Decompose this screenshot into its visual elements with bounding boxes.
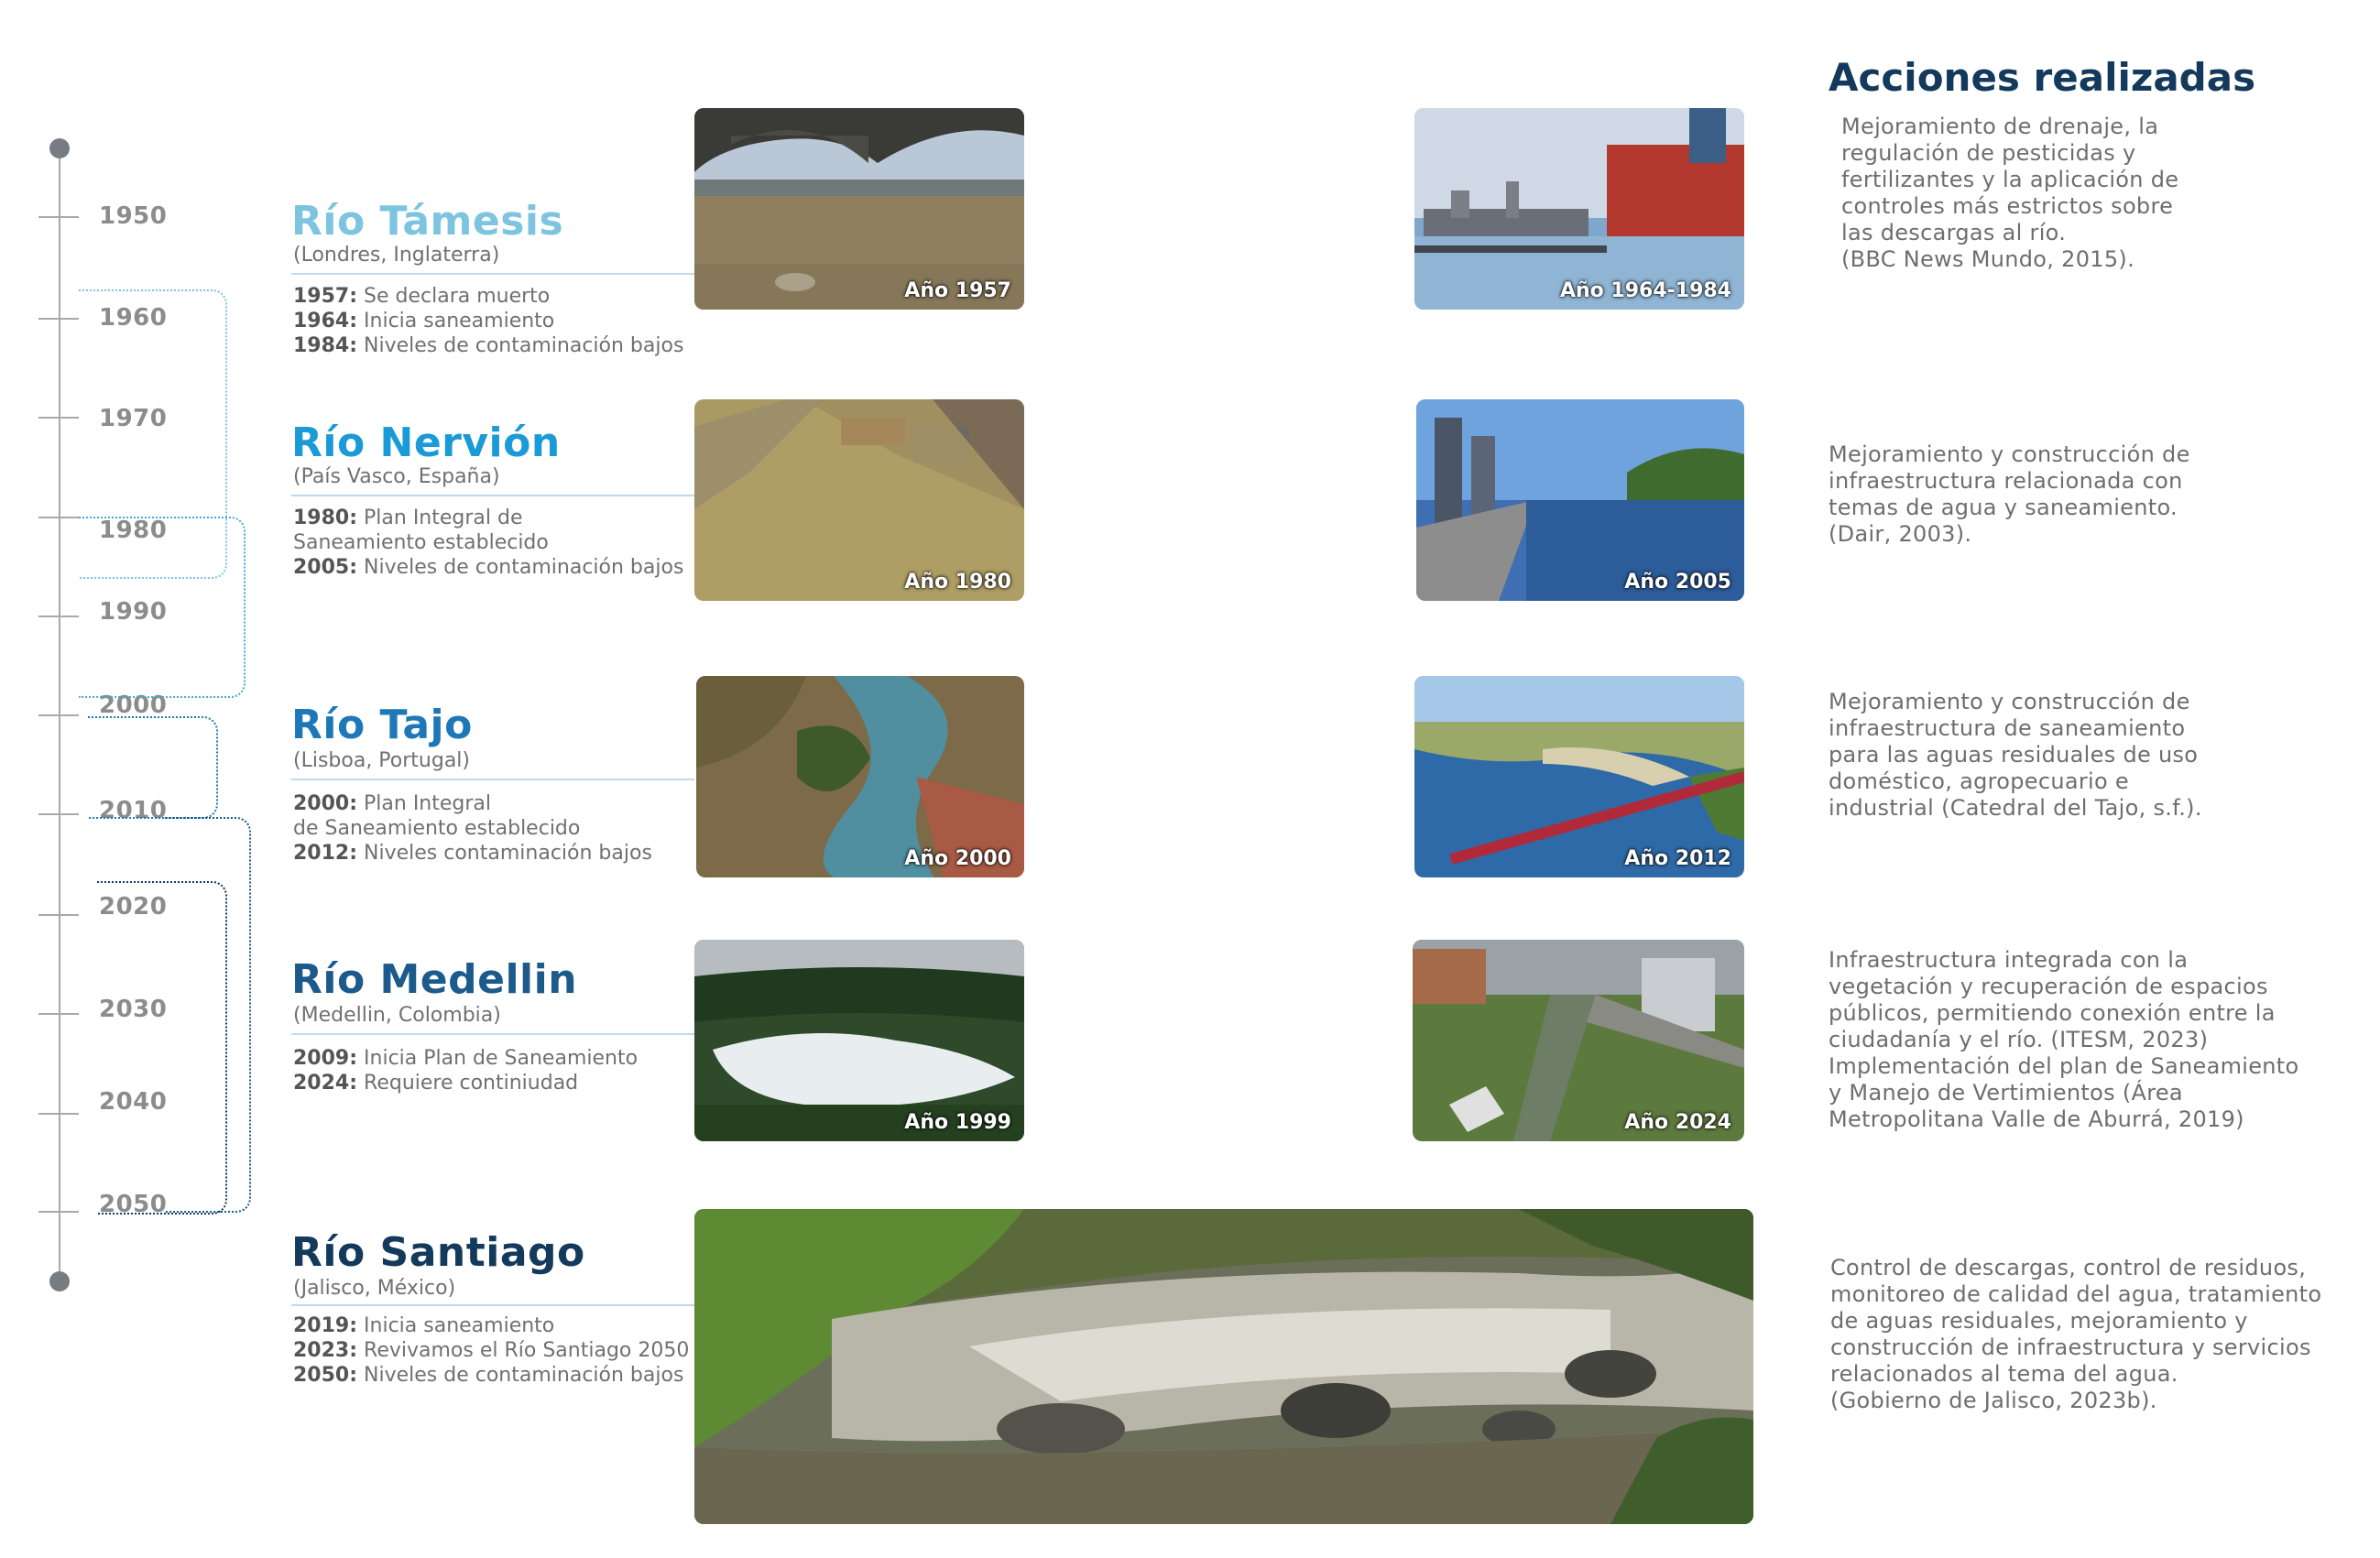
photo-label: Año 2012 (1624, 847, 1731, 870)
rocky-stream-image (694, 1209, 1753, 1524)
river-divider (291, 273, 694, 275)
fact-line: 2024: Requiere continiudad (293, 1072, 579, 1095)
timeline-tick (38, 616, 79, 617)
action-text-santiago: Control de descargas, control de residuos, monitoreo de calidad del agua, tratamiento de aguas residuales, mejoramiento y construcción de infraestructura y servicios relacionados al tema del agua. (Gobierno de Jalisco, 2023b). (1830, 1255, 2322, 1413)
timeline-year-1950: 1950 (99, 202, 168, 230)
river-divider (291, 495, 694, 496)
fact-line: 1984: Niveles de contaminación bajos (293, 334, 684, 357)
timeline-year-2040: 2040 (99, 1088, 168, 1116)
timeline-year-2010: 2010 (99, 797, 168, 824)
timeline-tick (38, 1013, 79, 1015)
timeline-year-1980: 1980 (99, 517, 168, 544)
photo-label: Año 1964-1984 (1559, 279, 1731, 302)
fact-line: 2000: Plan Integral (293, 792, 492, 815)
timeline-tick (38, 1211, 79, 1213)
river-location-tajo: (Lisboa, Portugal) (293, 749, 471, 772)
timeline-year-1990: 1990 (99, 598, 168, 626)
timeline-tick (38, 216, 79, 218)
river-name-medellin: Río Medellin (291, 956, 578, 1003)
fact-line: 2005: Niveles de contaminación bajos (293, 556, 684, 579)
timeline-tick (38, 714, 79, 716)
river-facts-nervion (293, 506, 683, 580)
river-location-medellin: (Medellin, Colombia) (293, 1004, 501, 1027)
photo-medellin-1999 (694, 940, 1024, 1141)
photo-santiago (694, 1209, 1753, 1524)
actions-title: Acciones realizadas (1829, 55, 2256, 100)
fact-line: 2023: Revivamos el Río Santiago 2050 (293, 1339, 690, 1362)
river-name-nervion: Río Nervión (291, 419, 561, 466)
timeline-tick (38, 517, 79, 518)
river-facts-tamesis (293, 284, 683, 358)
river-divider (291, 1304, 694, 1306)
timeline-year-2050: 2050 (99, 1191, 168, 1218)
timeline-year-2020: 2020 (99, 893, 168, 921)
photo-label: Año 2024 (1624, 1111, 1731, 1134)
timeline-tick (38, 1113, 79, 1115)
river-divider (291, 779, 694, 780)
timeline-end-dot (49, 1271, 70, 1291)
timeline-tick (38, 318, 79, 320)
photo-label: Año 2005 (1624, 571, 1731, 594)
photo-medellin-2024 (1413, 940, 1744, 1141)
river-name-tamesis: Río Támesis (291, 198, 564, 245)
photo-nervion-2005 (1416, 399, 1744, 601)
timeline-year-2030: 2030 (99, 996, 168, 1023)
timeline-tick (38, 914, 79, 916)
photo-nervion-1980 (694, 399, 1024, 601)
timeline-tick (38, 813, 79, 815)
timeline-year-2000: 2000 (99, 692, 168, 719)
fact-line: 1957: Se declara muerto (293, 285, 551, 308)
action-text-medellin: Infraestructura integrada con la vegetación y recuperación de espacios públicos, permitiendo conexión entre la ciudadanía y el río. (ITESM, 2023) Implementación del plan de Saneamiento y Manejo de Vertimientos (Área Metropolitana Valle de Aburrá, 2019) (1829, 947, 2299, 1132)
fact-line: 2019: Inicia saneamiento (293, 1314, 555, 1337)
photo-tamesis-1964-1984 (1414, 108, 1744, 310)
river-facts-medellin (293, 1046, 638, 1095)
photo-label: Año 1999 (904, 1111, 1011, 1134)
fact-line: 1980: Plan Integral de (293, 507, 523, 529)
river-location-santiago: (Jalisco, México) (293, 1277, 456, 1300)
fact-line: 2050: Niveles de contaminación bajos (293, 1364, 684, 1387)
fact-line: 2012: Niveles contaminación bajos (293, 842, 652, 865)
fact-line: de Saneamiento establecido (293, 817, 581, 840)
photo-label: Año 1980 (904, 571, 1011, 594)
nervion-span-bracket (79, 517, 246, 698)
tajo-span-bracket (88, 716, 218, 819)
river-name-tajo: Río Tajo (291, 702, 473, 748)
timeline-year-1960: 1960 (99, 304, 168, 332)
action-text-tajo: Mejoramiento y construcción de infraestructura de saneamiento para las aguas residuales de uso doméstico, agropecuario e industrial (Catedral del Tajo, s.f.). (1829, 689, 2202, 821)
photo-tamesis-1957 (694, 108, 1024, 310)
santiago-span-bracket (97, 881, 227, 1215)
action-text-nervion: Mejoramiento y construcción de infraestructura relacionada con temas de agua y saneamiento. (Dair, 2003). (1829, 441, 2190, 547)
river-location-tamesis: (Londres, Inglaterra) (293, 244, 500, 267)
fact-line: 1964: Inicia saneamiento (293, 310, 555, 332)
river-location-nervion: (País Vasco, España) (293, 465, 500, 488)
fact-line: Saneamiento establecido (293, 531, 549, 554)
photo-label: Año 1957 (904, 279, 1011, 302)
photo-tajo-2000 (696, 676, 1024, 877)
action-text-tamesis: Mejoramiento de drenaje, la regulación de pesticidas y fertilizantes y la aplicación de controles más estrictos sobre las descargas al río. (BBC News Mundo, 2015). (1841, 114, 2179, 272)
river-facts-santiago (293, 1313, 689, 1388)
fact-line: 2009: Inicia Plan de Saneamiento (293, 1047, 639, 1070)
photo-tajo-2012 (1414, 676, 1744, 877)
river-facts-tajo (293, 791, 652, 866)
photo-label: Año 2000 (904, 847, 1011, 870)
timeline-start-dot (49, 138, 70, 158)
river-name-santiago: Río Santiago (291, 1229, 585, 1276)
timeline-tick (38, 417, 79, 419)
timeline-year-1970: 1970 (99, 405, 168, 432)
river-divider (291, 1033, 694, 1035)
